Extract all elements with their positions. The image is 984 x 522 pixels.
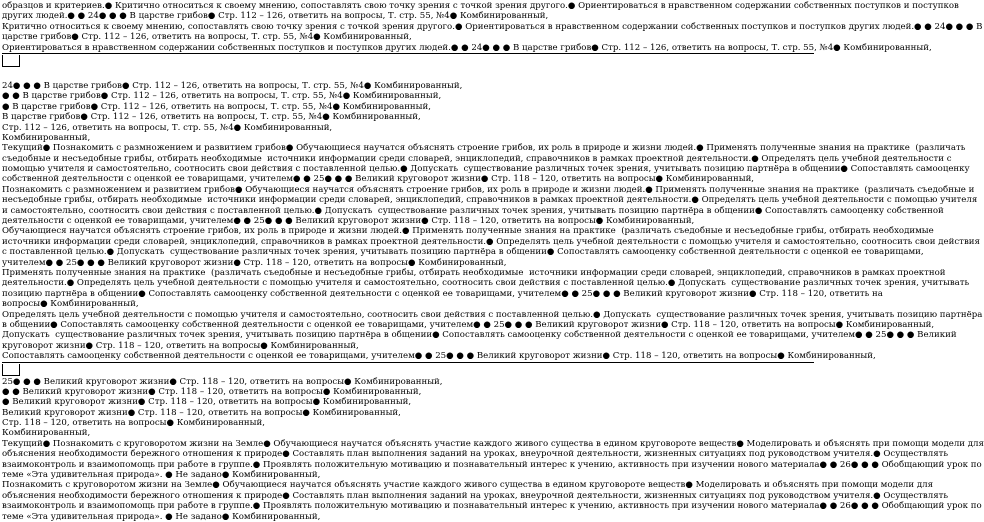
text-line: Текущий● Познакомить с размножением и развитием грибов● Обучающиеся научатся объяснять строение грибов, их роль в природе и жизни людей.● Применять полученные знания на практике (различать (2, 143, 966, 154)
divider-line (2, 362, 814, 363)
text-line: ● В царстве грибов● Стр. 112 – 126, ответить на вопросы, Т. стр. 55, №4● Комбинированный, (2, 101, 431, 112)
text-line: других людей.● ● 24● ● ● В царстве грибов● Стр. 112 – 126, ответить на вопросы, Т. стр. 55, №4● Комбинированный, (2, 11, 549, 22)
text-line: и самостоятельно, соотносить свои действия с поставленной целью.● Допускать существование различных точек зрения, учитывать позицию партнёра в общении● Сопоставлять самооценку собственной (2, 205, 944, 216)
text-line: круговорот жизни● Стр. 118 – 120, ответить на вопросы● Комбинированный, (2, 340, 359, 351)
empty-table-cell (2, 55, 20, 67)
text-line: Обучающиеся научатся объяснять строение грибов, их роль в природе и жизни людей.● Применять полученные знания на практике (различать съедобные и несъедобные грибы, отбирать необходимые (2, 226, 934, 237)
text-line: несъедобные грибы, отбирать необходимые источники информации среди словарей, энциклопедий, справочников в рамках проектной деятельности.● Определять цель учебной деятельности с помощью учителя (2, 195, 978, 206)
text-line: объяснения необходимости бережного отношения к природе● Составлять план выполнения заданий на уроках, внеурочной деятельности, жизненных ситуациях под руководством учителя.● Осуществлять (2, 449, 949, 460)
text-line: с поставленной целью.● Допускать существование различных точек зрения, учитывать позицию партнёра в общении● Сопоставлять самооценку собственной деятельности с оценкой ее товарищами, (2, 247, 924, 258)
text-line: учителем● ● 25● ● ● Великий круговорот жизни● Стр. 118 – 120, ответить на вопросы● Комбинированный, (2, 257, 507, 268)
text-block-3 (2, 376, 984, 522)
text-line: деятельности с оценкой ее товарищами, учителем● ● 25● ● ● Великий круговорот жизни● Стр. 118 – 120, ответить на вопросы● Комбинированный, (2, 216, 695, 227)
empty-table-cell (2, 364, 20, 376)
text-line: Ориентироваться в нравственном содержании собственных поступков и поступков других людей.● ● 24● ● ● В царстве грибов● Стр. 112 – 126, ответить на вопросы, Т. стр. 55, №4● Комбинированный, (2, 42, 932, 53)
text-line: царстве грибов● Стр. 112 – 126, ответить на вопросы, Т. стр. 55, №4● Комбинированный, (2, 32, 412, 43)
text-line: Текущий● Познакомить с круговоротом жизни на Земле● Обучающиеся научатся объяснять участие каждого живого существа в едином круговороте веществ● Моделировать и объяснять при помощи модели для (2, 438, 984, 449)
text-line: Комбинированный, (2, 132, 91, 143)
text-line: Познакомить с размножением и развитием грибов● Обучающиеся научатся объяснять строение грибов, их роль в природе и жизни людей.● Применять полученные знания на практике (различать съедобные и (2, 184, 975, 195)
text-line: В царстве грибов● Стр. 112 – 126, ответить на вопросы, Т. стр. 55, №4● Комбинированный, (2, 112, 421, 123)
text-line: Допускать существование различных точек зрения, учитывать позицию партнёра в общении● Сопоставлять самооценку собственной деятельности с оценкой ее товарищами, учителем● ● 25● ● ● Великий (2, 330, 957, 341)
text-line: Определять цель учебной деятельности с помощью учителя и самостоятельно, соотносить свои действия с поставленной целью.● Допускать существование различных точек зрения, учитывать позицию партнёра (2, 309, 983, 320)
text-line: собственной деятельности с оценкой ее товарищами, учителем● ● 25● ● ● Великий круговорот жизни● Стр. 118 – 120, ответить на вопросы● Комбинированный, (2, 174, 755, 185)
text-line: помощью учителя и самостоятельно, соотносить свои действия с поставленной целью.● Допускать существование различных точек зрения, учитывать позицию партнёра в общении● Сопоставлять самооценку (2, 164, 970, 175)
text-line: Критично относиться к своему мнению, сопоставлять свою точку зрения с точкой зрения другого.● Ориентироваться в нравственном содержании собственных поступков и поступков других людей.● ● 24● ● ● В (2, 21, 983, 32)
text-line: 24● ● ● В царстве грибов● Стр. 112 – 126, ответить на вопросы, Т. стр. 55, №4● Комбинированный, (2, 80, 463, 91)
text-line: Комбинированный, (2, 428, 91, 439)
text-line: вопросы● Комбинированный, (2, 299, 139, 310)
text-line: ● ● Великий круговорот жизни● Стр. 118 – 120, ответить на вопросы● Комбинированный, (2, 386, 422, 397)
text-line: деятельности.● Определять цель учебной деятельности с помощью учителя и самостоятельно, соотносить свои действия с поставленной целью.● Допускать существование различных точек зрения, учитывать (2, 278, 970, 289)
text-line: Познакомить с круговоротом жизни на Земле● Обучающиеся научатся объяснять участие каждого живого существа в едином круговороте веществ● Моделировать и объяснять при помощи модели для (2, 480, 934, 491)
text-line: Великий круговорот жизни● Стр. 118 – 120, ответить на вопросы● Комбинированный, (2, 407, 401, 418)
text-line: в общении● Сопоставлять самооценку собственной деятельности с оценкой ее товарищами, учителем● ● 25● ● ● Великий круговорот жизни● Стр. 118 – 120, ответить на вопросы● Комбинированный, (2, 319, 935, 330)
text-line: 25● ● ● Великий круговорот жизни● Стр. 118 – 120, ответить на вопросы● Комбинированный, (2, 376, 443, 387)
text-line: теме «Эта удивительная природа». ● Не задано● Комбинированный, (2, 470, 321, 481)
text-line: съедобные и несъедобные грибы, отбирать необходимые источники информации среди словарей, энциклопедий, справочников в рамках проектной деятельности.● Определять цель учебной деятельности с (2, 153, 952, 164)
text-line: Стр. 112 – 126, ответить на вопросы, Т. стр. 55, №4● Комбинированный, (2, 122, 333, 133)
text-line: Сопоставлять самооценку собственной деятельности с оценкой ее товарищами, учителем● ● 25● ● ● Великий круговорот жизни● Стр. 118 – 120, ответить на вопросы● Комбинированный, (2, 351, 876, 362)
text-line: ● Великий круговорот жизни● Стр. 118 – 120, ответить на вопросы● Комбинированный, (2, 397, 412, 408)
blank-spacer (2, 68, 814, 80)
divider-line (2, 53, 814, 54)
text-line: объяснения необходимости бережного отношения к природе● Составлять план выполнения заданий на уроках, внеурочной деятельности, жизненных ситуациях под руководством учителя.● Осуществлять (2, 490, 949, 501)
text-line: образцов и критериев.● Критично относиться к своему мнению, сопоставлять свою точку зрения с точкой зрения другого.● Ориентироваться в нравственном содержании собственных поступков и поступков (2, 1, 959, 11)
document-page (0, 1, 984, 522)
text-line: взаимоконтроль и взаимопомощь при работе в группе.● Проявлять положительную мотивацию и познавательный интерес к учению, активность при изучении нового материала● ● 26● ● ● Обобщающий урок по (2, 501, 982, 512)
text-line: позицию партнёра в общении● Сопоставлять самооценку собственной деятельности с оценкой ее товарищами, учителем● ● 25● ● ● Великий круговорот жизни● Стр. 118 – 120, ответить на (2, 288, 883, 299)
text-line: Стр. 118 – 120, ответить на вопросы● Комбинированный, (2, 418, 265, 429)
text-line: источники информации среди словарей, энциклопедий, справочников в рамках проектной деятельности.● Определять цель учебной деятельности с помощью учителя и самостоятельно, соотносить свои действия (2, 236, 980, 247)
text-line: взаимоконтроль и взаимопомощь при работе в группе.● Проявлять положительную мотивацию и познавательный интерес к учению, активность при изучении нового материала● ● 26● ● ● Обобщающий урок по (2, 459, 982, 470)
text-line: теме «Эта удивительная природа». ● Не задано● Комбинированный, (2, 511, 321, 522)
text-block-1 (2, 1, 983, 53)
text-line: Применять полученные знания на практике (различать съедобные и несъедобные грибы, отбирать необходимые источники информации среди словарей, энциклопедий, справочников в рамках проектной (2, 267, 946, 278)
text-block-2 (2, 80, 983, 362)
text-line: ● ● В царстве грибов● Стр. 112 – 126, ответить на вопросы, Т. стр. 55, №4● Комбинированный, (2, 91, 442, 102)
